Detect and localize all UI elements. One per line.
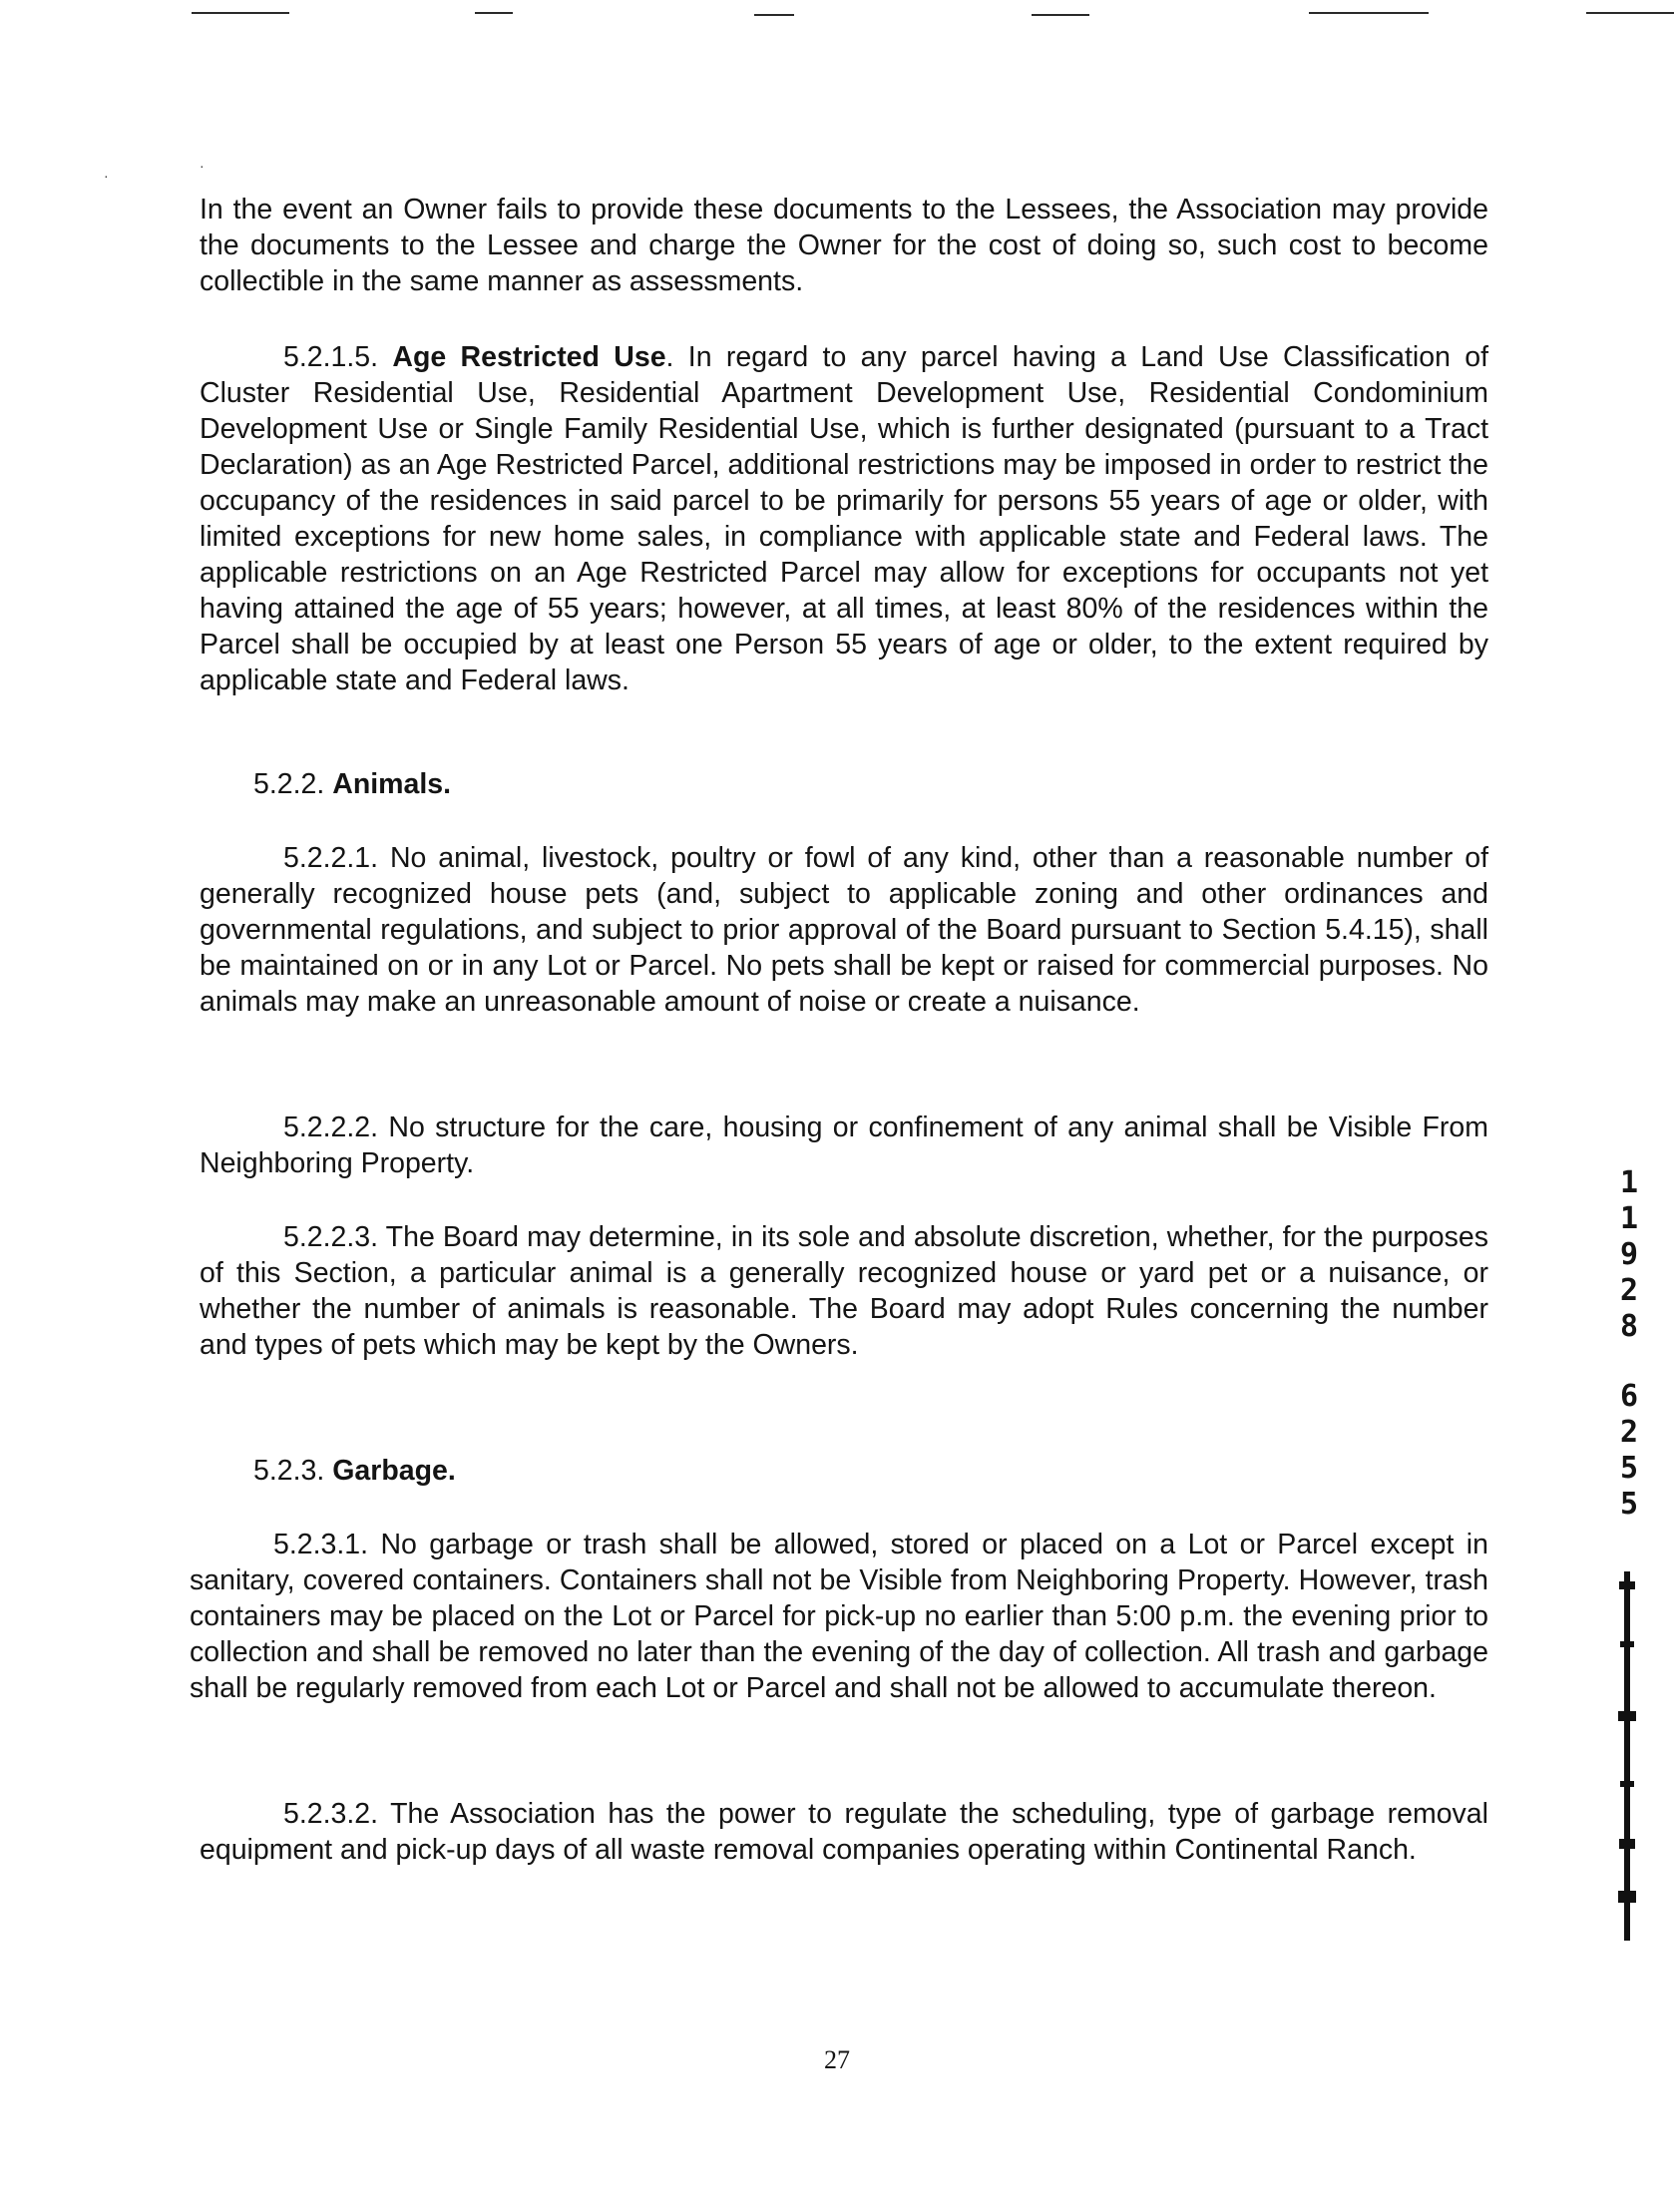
heading-number: 5.2.2. (253, 768, 325, 800)
section-text: 5.2.2.2. No structure for the care, housing or confinement of any animal shall be Visible From Neighboring Property. (200, 1111, 1488, 1179)
section-text: 5.2.2.3. The Board may determine, in its sole and absolute discretion, whether, for the purposes of this Section, a particular animal is a generally recognized house or yard pet or a nuisance, or whether the number of animals is reasonable. The Board may adopt Rules concerning the number and types of pets which may be kept by the Owners. (200, 1221, 1488, 1361)
recording-stamp (1614, 1165, 1644, 1523)
heading-title: Animals. (332, 768, 452, 800)
heading-garbage (253, 1453, 456, 1489)
section-text: 5.2.3.1. No garbage or trash shall be allowed, stored or placed on a Lot or Parcel except in sanitary, covered containers. Containers shall not be Visible from Neighboring Property. However, trash containers may be placed on the Lot or Parcel for pick-up no earlier than 5:00 p.m. the evening prior to collection and shall be removed no later than the evening of the day of collection. All trash and garbage shall be regularly removed from each Lot or Parcel and shall not be allowed to accumulate thereon. (190, 1529, 1488, 1704)
margin-barcode (1616, 1571, 1638, 1941)
section-title: Age Restricted Use (392, 341, 666, 373)
stamp-digit: 5 (1619, 1487, 1639, 1522)
scan-speck: · (200, 158, 205, 174)
section-5-2-2-3 (200, 1219, 1488, 1363)
scan-rule (1032, 14, 1089, 16)
scan-rule (1309, 12, 1429, 14)
heading-number: 5.2.3. (253, 1455, 325, 1487)
stamp-digit: 1 (1619, 1165, 1639, 1200)
scan-rule (754, 14, 794, 16)
stamp-digit: 5 (1619, 1451, 1639, 1486)
section-text: . In regard to any parcel having a Land Use Classification of Cluster Residential Use, Residential Apartment Development Use, Residential Condominium Development Use or Single Family Residential Use, which is further designated (pursuant to a Tract Declaration) as an Age Restricted Parcel, additional restrictions may be imposed in order to restrict the occupancy of the residences in said parcel to be primarily for persons 55 years of age or older, with limited exceptions for new home sales, in compliance with applicable state and Federal laws. The applicable restrictions on an Age Restricted Parcel may allow for exceptions for occupants not yet having attained the age of 55 years; however, at all times, at least 80% of the residences within the Parcel shall be occupied by at least one Person 55 years of age or older, to the extent required by applicable state and Federal laws. (200, 341, 1489, 696)
stamp-digit: 2 (1619, 1273, 1639, 1308)
stamp-digit: 6 (1619, 1379, 1639, 1414)
section-5-2-3-2 (200, 1796, 1488, 1868)
heading-title: Garbage. (332, 1455, 456, 1487)
stamp-digit: 2 (1619, 1415, 1639, 1450)
section-5-2-3-1 (190, 1527, 1488, 1706)
page-number: 27 (824, 2045, 850, 2074)
scan-rule (475, 12, 513, 14)
stamp-digit: 8 (1619, 1309, 1639, 1344)
scan-rule (1586, 12, 1674, 14)
stamp-digit: 9 (1619, 1237, 1639, 1272)
section-text: 5.2.3.2. The Association has the power to regulate the scheduling, type of garbage removal equipment and pick-up days of all waste removal companies operating within Continental Ranch. (200, 1798, 1488, 1866)
scan-rule (192, 12, 289, 14)
section-5-2-2-2 (200, 1109, 1488, 1181)
heading-animals (253, 766, 451, 802)
section-text: 5.2.2.1. No animal, livestock, poultry or fowl of any kind, other than a reasonable number of generally recognized house pets (and, subject to applicable zoning and other ordinances and governmental regulations, and subject to prior approval of the Board pursuant to Section 5.4.15), shall be maintained on or in any Lot or Parcel. No pets shall be kept or raised for commercial purposes. No animals may make an unreasonable amount of noise or create a nuisance. (200, 842, 1488, 1018)
section-number: 5.2.1.5. (283, 341, 379, 373)
stamp-digit: 1 (1619, 1201, 1639, 1236)
intro-paragraph (200, 192, 1488, 299)
section-5-2-2-1 (200, 840, 1488, 1020)
section-5-2-1-5 (200, 339, 1488, 698)
scan-speck: · (104, 168, 109, 184)
intro-text: In the event an Owner fails to provide these documents to the Lessees, the Association may provide the documents to the Lessee and charge the Owner for the cost of doing so, such cost to become collectible in the same manner as assessments. (200, 194, 1488, 297)
